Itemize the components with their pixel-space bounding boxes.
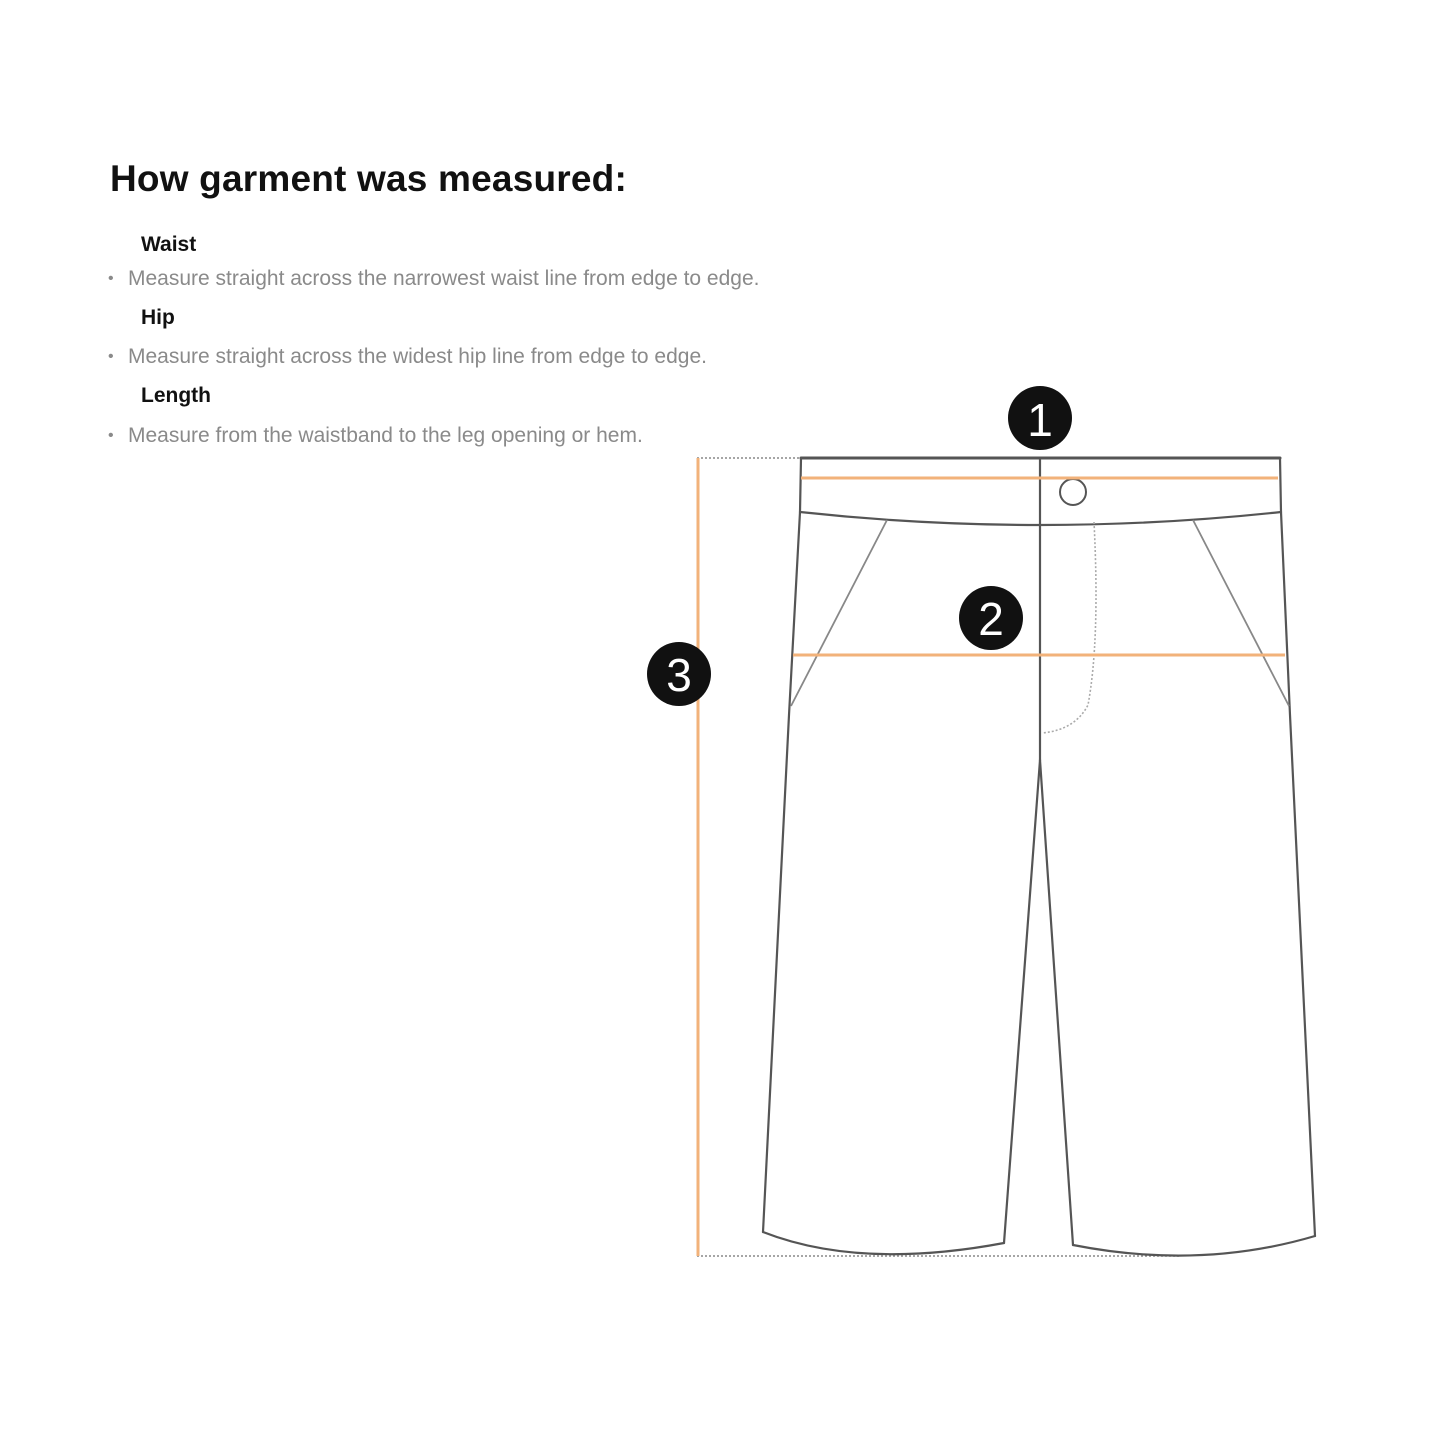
waist-instruction-text: Measure straight across the narrowest waist line from edge to edge.: [128, 267, 760, 290]
length-instruction-text: Measure from the waistband to the leg opening or hem.: [128, 424, 643, 447]
hip-instruction-text: Measure straight across the widest hip line from edge to edge.: [128, 345, 707, 368]
marker-2-label: 2: [978, 593, 1004, 645]
hip-heading: Hip: [141, 306, 175, 329]
bullet-dot: •: [108, 348, 114, 365]
marker-1-label: 1: [1027, 394, 1053, 446]
button-icon: [1060, 479, 1086, 505]
marker-3-label: 3: [666, 649, 692, 701]
length-heading: Length: [141, 384, 211, 407]
shorts-outline: [763, 458, 1315, 1256]
marker-3: [647, 642, 711, 706]
marker-1: [1008, 386, 1072, 450]
bullet-dot: •: [108, 270, 114, 287]
page-title: How garment was measured:: [110, 158, 627, 199]
bullet-dot: •: [108, 427, 114, 444]
waist-heading: Waist: [141, 233, 197, 256]
marker-2: [959, 586, 1023, 650]
fly-stitching: [1042, 522, 1096, 733]
